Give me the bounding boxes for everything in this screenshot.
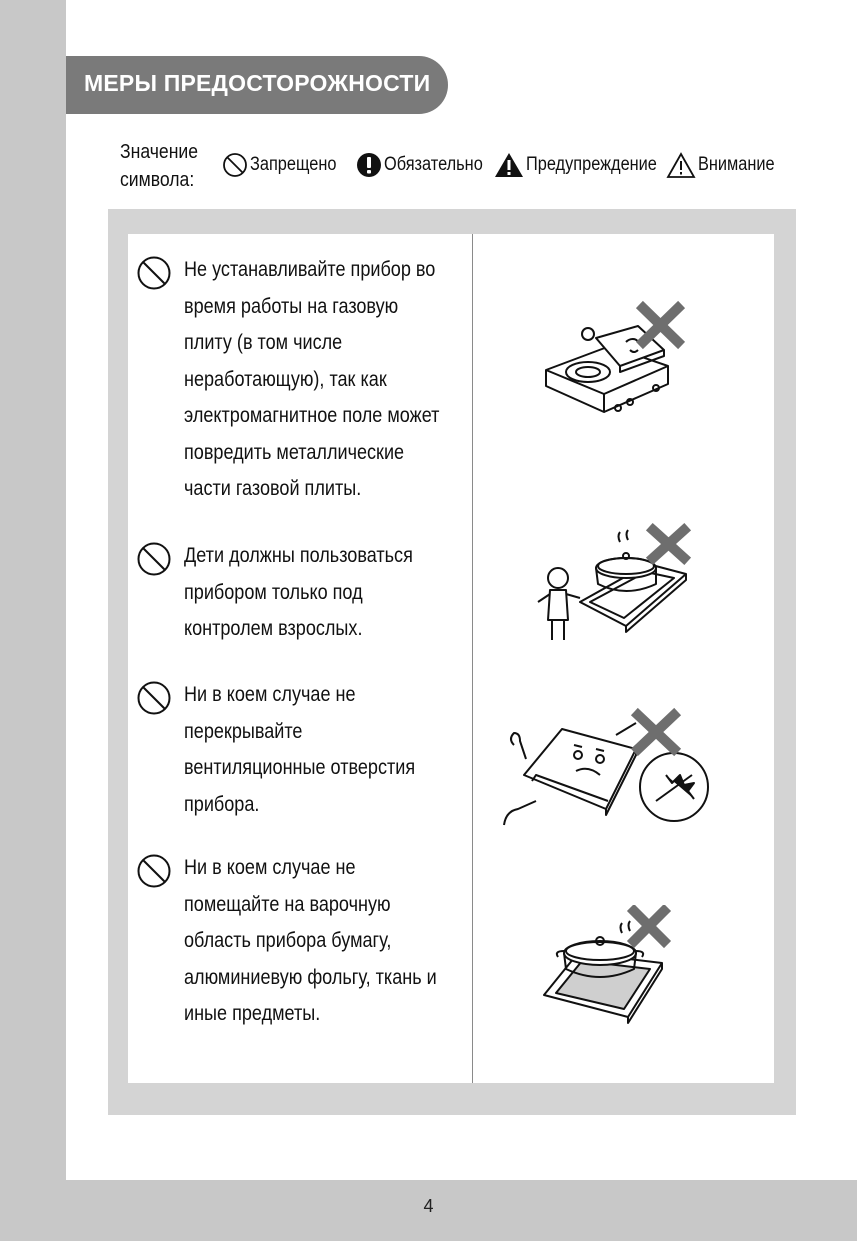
- prohibited-icon: [136, 541, 172, 577]
- precaution-line: электромагнитное поле может: [184, 404, 440, 427]
- legend-item-caution: [666, 150, 787, 180]
- mandatory-icon: [356, 152, 382, 178]
- precaution-line: Не устанавливайте прибор во: [184, 258, 436, 281]
- precaution-line: Ни в коем случае не: [184, 683, 356, 706]
- prohibited-icon: [136, 255, 172, 291]
- precaution-line: область прибора бумагу,: [184, 929, 392, 952]
- precaution-line: прибором только под: [184, 580, 363, 604]
- legend-label-line: символа:: [120, 169, 195, 191]
- legend-item-mandatory: [356, 150, 499, 180]
- precaution-line: иные предметы.: [184, 1002, 321, 1025]
- child-near-cooker-illustration: [528, 522, 698, 652]
- precaution-text: [184, 677, 442, 823]
- legend-label-line: Значение: [120, 141, 199, 163]
- precaution-line: плиту (в том числе: [184, 331, 343, 354]
- precaution-text: [184, 850, 442, 1033]
- section-title: МЕРЫ ПРЕДОСТОРОЖНОСТИ: [84, 70, 431, 96]
- foreign-objects-illustration: [538, 905, 678, 1030]
- left-margin-band: [0, 0, 66, 1241]
- legend-item-warning: [494, 150, 678, 180]
- prohibited-icon: [136, 853, 172, 889]
- precaution-line: Дети должны пользоваться: [184, 544, 413, 567]
- blocked-vents-illustration: [496, 705, 716, 835]
- page-number: 4: [423, 1196, 434, 1216]
- precaution-line: прибора.: [184, 792, 260, 816]
- precaution-line: повредить металлические: [184, 440, 405, 464]
- precaution-line: помещайте на варочную: [184, 892, 391, 916]
- legend-item-label: Запрещено: [250, 154, 337, 175]
- prohibited-icon: [222, 152, 248, 178]
- legend-label: [120, 138, 198, 194]
- cooker-on-gas-stove-illustration: [538, 300, 688, 425]
- prohibited-icon: [136, 680, 172, 716]
- precaution-text: [184, 252, 442, 508]
- column-divider: [472, 234, 473, 1083]
- precaution-text: [184, 538, 442, 648]
- precaution-line: время работы на газовую: [184, 294, 399, 318]
- precaution-line: алюминиевую фольгу, ткань и: [184, 965, 437, 989]
- caution-outline-icon: [666, 152, 696, 178]
- precaution-line: перекрывайте: [184, 719, 303, 743]
- precaution-line: неработающую), так как: [184, 367, 387, 391]
- precaution-line: части газовой плиты.: [184, 477, 362, 500]
- precaution-line: контролем взрослых.: [184, 617, 363, 640]
- legend-item-label: Предупреждение: [526, 154, 657, 175]
- legend-item-label: Внимание: [698, 154, 775, 175]
- legend-item-label: Обязательно: [384, 154, 483, 175]
- precaution-line: вентиляционные отверстия: [184, 756, 416, 779]
- precaution-line: Ни в коем случае не: [184, 856, 356, 879]
- warning-filled-icon: [494, 152, 524, 178]
- legend-item-prohibited: [222, 150, 351, 180]
